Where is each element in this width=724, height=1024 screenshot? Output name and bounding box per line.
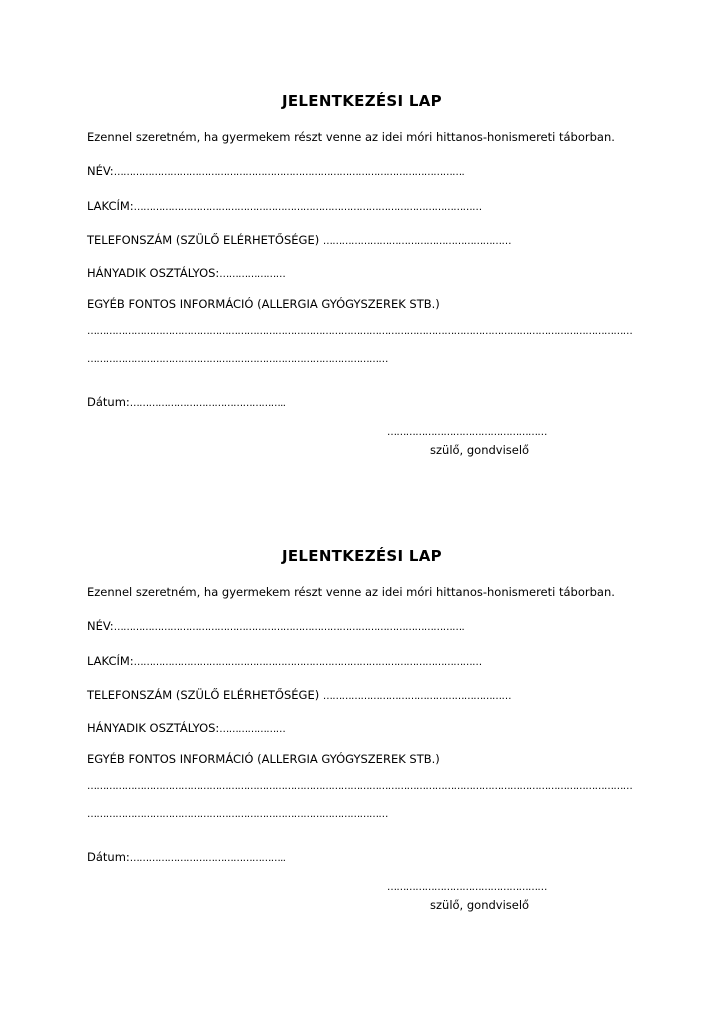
name-field[interactable] xyxy=(87,164,464,180)
phone-field[interactable] xyxy=(87,233,511,249)
name-dots: …………………………………………………………………………………………………. xyxy=(113,622,465,633)
grade-field[interactable] xyxy=(87,266,285,282)
other-info-line-2[interactable]: …………………………………………………………………………………… xyxy=(87,809,388,820)
name-field[interactable] xyxy=(87,619,464,635)
grade-field[interactable] xyxy=(87,721,285,737)
phone-label: TELEFONSZÁM (SZÜLŐ ELÉRHETŐSÉGE) xyxy=(87,688,323,702)
date-label: Dátum: xyxy=(87,850,130,864)
grade-label: HÁNYADIK OSZTÁLYOS: xyxy=(87,721,220,735)
date-field[interactable] xyxy=(87,395,285,411)
grade-dots: ………………… xyxy=(219,269,286,280)
phone-dots: …………………………………………………… xyxy=(322,236,511,247)
name-dots: …………………………………………………………………………………………………. xyxy=(113,167,465,178)
address-field[interactable] xyxy=(87,199,481,215)
date-label: Dátum: xyxy=(87,395,130,409)
grade-dots: ………………… xyxy=(219,724,286,735)
other-info-label: EGYÉB FONTOS INFORMÁCIÓ (ALLERGIA GYÓGYSZEREK STB.) xyxy=(87,752,440,766)
phone-label: TELEFONSZÁM (SZÜLŐ ELÉRHETŐSÉGE) xyxy=(87,233,323,247)
signature-label: szülő, gondviselő xyxy=(430,898,530,912)
address-field[interactable] xyxy=(87,654,481,670)
other-info-label: EGYÉB FONTOS INFORMÁCIÓ (ALLERGIA GYÓGYSZEREK STB.) xyxy=(87,297,440,311)
address-dots: ………………………………………………………………………………………………… xyxy=(133,202,482,213)
date-field[interactable] xyxy=(87,850,285,866)
signature-label: szülő, gondviselő xyxy=(430,443,530,457)
address-dots: ………………………………………………………………………………………………… xyxy=(133,657,482,668)
phone-dots: …………………………………………………… xyxy=(322,691,511,702)
phone-field[interactable] xyxy=(87,688,511,704)
intro-text: Ezennel szeretném, ha gyermekem részt venne az idei móri hittanos-honismereti táborban. xyxy=(87,585,615,599)
intro-text: Ezennel szeretném, ha gyermekem részt venne az idei móri hittanos-honismereti táborban. xyxy=(87,130,615,144)
form-title: JELENTKEZÉSI LAP xyxy=(282,92,442,110)
date-dots: ………………………………………….. xyxy=(129,398,286,409)
form-title: JELENTKEZÉSI LAP xyxy=(282,547,442,565)
other-info-line-2[interactable]: …………………………………………………………………………………… xyxy=(87,354,388,365)
date-dots: ………………………………………….. xyxy=(129,853,286,864)
address-label: LAKCÍM: xyxy=(87,199,134,213)
grade-label: HÁNYADIK OSZTÁLYOS: xyxy=(87,266,220,280)
signature-line[interactable]: …………………………………………… xyxy=(387,882,547,893)
signature-line[interactable]: …………………………………………… xyxy=(387,427,547,438)
other-info-line-1[interactable]: ………………………………………………………………………………………………………………………………………………………… xyxy=(87,781,633,792)
name-label: NÉV: xyxy=(87,619,114,633)
other-info-line-1[interactable]: ………………………………………………………………………………………………………………………………………………………… xyxy=(87,326,633,337)
name-label: NÉV: xyxy=(87,164,114,178)
address-label: LAKCÍM: xyxy=(87,654,134,668)
